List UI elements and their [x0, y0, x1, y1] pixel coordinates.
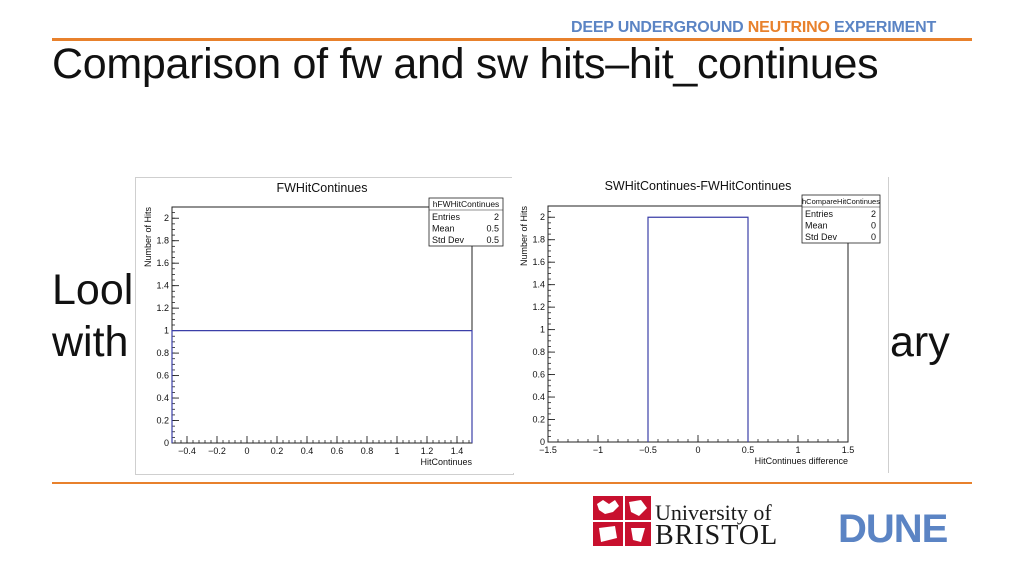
dune-logo-text: DUNE — [838, 507, 948, 548]
y-tick-label: 0.6 — [156, 370, 169, 381]
x-axis-label: HitContinues — [420, 457, 472, 467]
y-tick-label: 0.6 — [532, 369, 545, 380]
dune-logo — [836, 506, 972, 548]
histogram-bin — [648, 217, 748, 442]
stats-box-name: hFWHitContinues — [432, 199, 500, 209]
y-tick-label: 2 — [539, 212, 545, 223]
brand-part2: EXPERIMENT — [834, 19, 937, 36]
y-tick-label: 0.4 — [532, 392, 545, 403]
stats-label: Std Dev — [805, 232, 838, 242]
x-tick-label: −1.5 — [539, 445, 557, 455]
y-tick-label: 0.2 — [532, 414, 545, 425]
y-tick-label: 1.4 — [156, 280, 169, 291]
stats-label: Entries — [432, 212, 461, 222]
y-tick-label: 1.2 — [532, 302, 545, 313]
stats-label: Mean — [805, 220, 828, 231]
plot-frame — [172, 207, 472, 443]
chart-title: SWHitContinues-FWHitContinues — [604, 179, 792, 193]
brand-part1: DEEP UNDERGROUND — [571, 19, 744, 36]
chart-title: FWHitContinues — [276, 181, 368, 195]
stats-label: Mean — [432, 223, 455, 234]
dune-logo-graphic — [836, 506, 972, 548]
x-axis-label: HitContinues difference — [754, 456, 848, 466]
x-tick-label: 1 — [795, 445, 801, 455]
histogram-bin — [172, 331, 472, 443]
y-tick-label: 1.4 — [532, 279, 545, 290]
body-text-line2: with — [52, 318, 129, 366]
x-tick-label: 1.2 — [420, 446, 434, 456]
x-tick-label: 0.4 — [300, 446, 314, 456]
header-brand — [571, 19, 936, 37]
chart-panel-diff — [512, 177, 889, 473]
chart-panel-fw — [135, 177, 514, 475]
y-tick-label: 1 — [539, 324, 545, 335]
y-tick-label: 1.8 — [532, 234, 545, 245]
bristol-line1: University of — [655, 500, 772, 525]
y-tick-label: 2 — [163, 213, 169, 224]
brand-accent: NEUTRINO — [747, 19, 830, 36]
y-tick-label: 0 — [163, 438, 169, 448]
x-tick-label: 0 — [695, 445, 701, 455]
x-tick-label: 0 — [244, 446, 250, 456]
stats-value: 2 — [870, 209, 876, 219]
footer-rule — [52, 482, 972, 484]
chart-hit-continues-difference — [512, 177, 888, 473]
y-tick-label: 0.8 — [532, 347, 545, 358]
x-tick-label: 1 — [394, 446, 400, 456]
y-tick-label: 0 — [539, 437, 545, 447]
y-tick-label: 1.8 — [156, 235, 169, 246]
x-tick-label: −0.4 — [178, 446, 196, 456]
stats-label: Entries — [805, 209, 834, 219]
y-tick-label: 0.4 — [156, 393, 169, 404]
stats-box — [429, 198, 503, 246]
stats-value: 0 — [870, 232, 876, 242]
y-tick-label: 1.2 — [156, 303, 169, 314]
body-text-line2-end: ary — [890, 318, 950, 366]
stats-label: Std Dev — [432, 235, 465, 245]
x-tick-label: 0.6 — [330, 446, 344, 456]
y-tick-label: 0.8 — [156, 348, 169, 359]
y-tick-label: 1 — [163, 325, 169, 336]
page-title: Comparison of fw and sw hits–hit_continues — [52, 40, 879, 88]
stats-box — [802, 195, 880, 243]
x-tick-label: 0.8 — [360, 446, 374, 456]
x-tick-label: 0.5 — [741, 445, 755, 455]
stats-value: 0.5 — [486, 235, 499, 245]
stats-value: 0 — [870, 220, 876, 231]
stats-value: 2 — [493, 212, 499, 222]
chart-fw-hit-continues — [136, 178, 513, 474]
bristol-line2: BRISTOL — [655, 520, 779, 551]
stats-box-name: hCompareHitContinues — [802, 197, 880, 206]
y-tick-label: 1.6 — [156, 258, 169, 269]
x-tick-label: −0.5 — [639, 445, 657, 455]
y-axis-label: Number of Hits — [519, 206, 529, 267]
body-text-line1: Lool — [52, 266, 134, 314]
y-axis-label: Number of Hits — [143, 207, 153, 268]
y-tick-label: 0.2 — [156, 415, 169, 426]
y-tick-label: 1.6 — [532, 257, 545, 268]
x-tick-label: 1.5 — [841, 445, 855, 455]
bristol-crest-icon — [591, 494, 651, 548]
stats-value: 0.5 — [486, 223, 499, 234]
x-tick-label: 0.2 — [270, 446, 284, 456]
x-tick-label: −1 — [592, 445, 604, 455]
x-tick-label: 1.4 — [450, 446, 464, 456]
x-tick-label: −0.2 — [208, 446, 226, 456]
